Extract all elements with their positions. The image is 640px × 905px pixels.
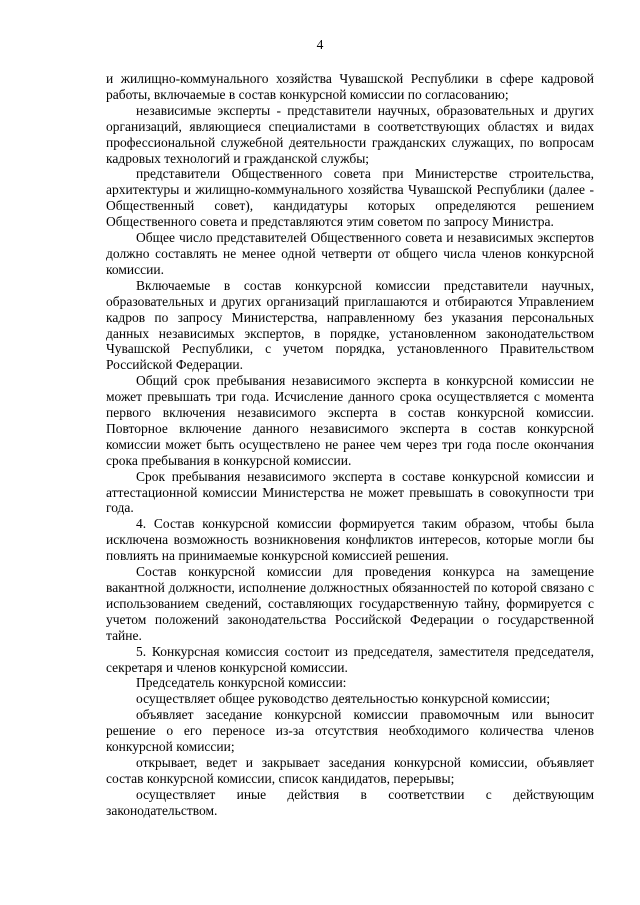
paragraph-clause-5: 5. Конкурсная комиссия состоит из председателя, заместителя председателя, секретаря и членов конкурсной комиссии. xyxy=(106,643,594,675)
page-number: 4 xyxy=(316,37,324,52)
paragraph-independent-experts: независимые эксперты - представители научных, образовательных и других организаций, являющиеся специалистами в соответствующих областях и видах профессиональной служебной деятельности гражданских служащих, по вопросам кадровых технологий и гражданской службы; xyxy=(106,102,594,166)
paragraph-expert-term: Общий срок пребывания независимого эксперта в конкурсной комиссии не может превышать три года. Исчисление данного срока осуществляется с момента первого включения независимого эксперта в состав конкурсной комиссии. Повторное включение данного независимого эксперта в состав конкурсной комиссии может быть осуществлено не ранее чем через три года после окончания срока пребывания в конкурсной комиссии. xyxy=(106,373,594,468)
paragraph-chairman-duty-1: осуществляет общее руководство деятельностью конкурсной комиссии; xyxy=(136,691,551,707)
paragraph-invited-representatives: Включаемые в состав конкурсной комиссии представители научных, образовательных и других организаций приглашаются и отбираются Управлением кадров по запросу Министерства, направленному без указания персональных данных независимых экспертов, в порядке, установленном законодательством Чувашской Республики, с учетом порядка, установленного Правительством Российской Федерации. xyxy=(106,277,594,373)
paragraph-continuation: и жилищно-коммунального хозяйства Чувашской Республики в сфере кадровой работы, включаемые в состав конкурсной комиссии по согласованию; xyxy=(106,71,594,102)
paragraph-public-council-representatives: представители Общественного совета при Министерстве строительства, архитектуры и жилищно-коммунального хозяйства Чувашской Республики (далее - Общественный совет), кандидатуры которых определяются решением Общественного совета и представляются этим советом по запросу Министра. xyxy=(106,166,594,230)
paragraph-chairman-duty-2: объявляет заседание конкурсной комиссии правомочным или выносит решение о его переносе из-за отсутствия необходимого количества членов конкурсной комиссии; xyxy=(106,707,594,755)
paragraph-clause-4: 4. Состав конкурсной комиссии формируется таким образом, чтобы была исключена возможность возникновения конфликтов интересов, которые могли бы повлиять на принимаемые конкурсной комиссией решения. xyxy=(106,516,594,564)
paragraph-total-representatives: Общее число представителей Общественного совета и независимых экспертов должно составлять не менее одной четверти от общего числа членов конкурсной комиссии. xyxy=(106,230,594,277)
paragraph-state-secret: Состав конкурсной комиссии для проведения конкурса на замещение вакантной должности, исполнение должностных обязанностей по которой связано с использованием сведений, составляющих государственную тайну, формируется с учетом положений законодательства Российской Федерации о государственной тайне. xyxy=(106,564,594,643)
paragraph-chairman-duty-4: осуществляет иные действия в соответствии с действующим законодательством. xyxy=(106,786,594,818)
paragraph-combined-term: Срок пребывания независимого эксперта в составе конкурсной комиссии и аттестационной комиссии Министерства не может превышать в совокупности три года. xyxy=(106,468,594,516)
paragraph-chairman-duty-3: открывает, ведет и закрывает заседания конкурсной комиссии, объявляет состав конкурсной комиссии, список кандидатов, перерывы; xyxy=(106,754,594,786)
document-body xyxy=(106,71,594,819)
paragraph-chairman-heading: Председатель конкурсной комиссии: xyxy=(136,675,347,691)
